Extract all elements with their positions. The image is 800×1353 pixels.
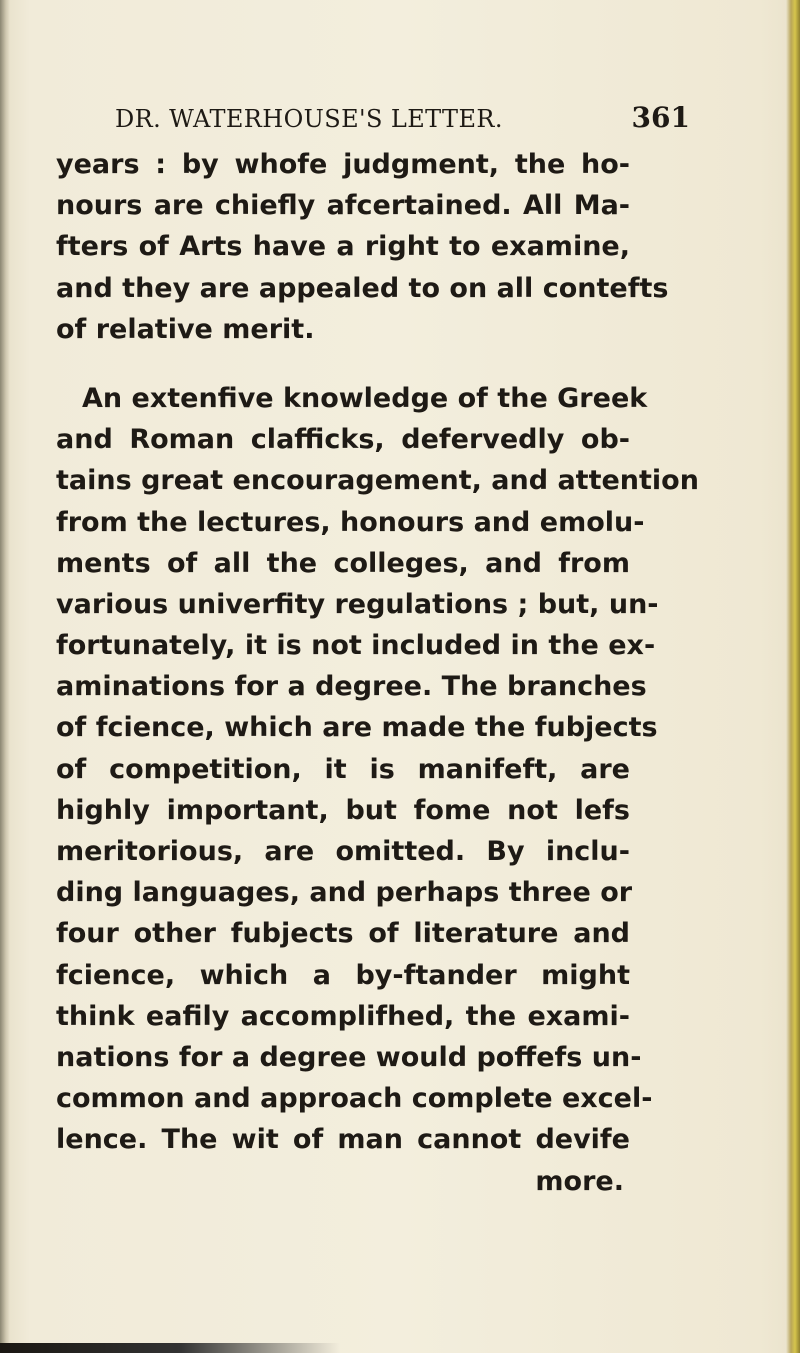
running-head: DR. WATERHOUSE'S LETTER. <box>115 105 503 133</box>
text-line: of competition, it is manifeft, are <box>56 753 630 785</box>
body-text <box>56 144 699 1202</box>
text-line: think eafily accomplifhed, the exami- <box>56 1000 630 1032</box>
text-line: fcience, which a by-ftander might <box>56 959 630 991</box>
text-line: common and approach complete excel- <box>56 1083 653 1115</box>
text-line: of fcience, which are made the fubjects <box>56 712 658 744</box>
text-line: fortunately, it is not included in the ex- <box>56 630 656 662</box>
page-right-edge <box>786 0 800 1353</box>
paragraph-2 <box>56 378 699 1161</box>
text-line: years : by whofe judgment, the ho- <box>56 149 630 180</box>
text-line: four other fubjects of literature and <box>56 918 630 950</box>
text-line: An extenfive knowledge of the Greek <box>82 382 648 414</box>
catchword: more. <box>535 1165 624 1197</box>
text-line: aminations for a degree. The branches <box>56 671 647 703</box>
page-left-edge <box>0 0 10 1353</box>
text-line: from the lectures, honours and emolu- <box>56 506 645 538</box>
text-line: tains great encouragement, and attention <box>56 465 699 497</box>
page-header <box>115 95 690 143</box>
text-line: highly important, but fome not lefs <box>56 794 630 826</box>
page-number: 361 <box>631 101 690 134</box>
text-line: various univerfity regulations ; but, un- <box>56 588 659 620</box>
text-line: ding languages, and perhaps three or <box>56 877 633 909</box>
text-line: ments of all the colleges, and from <box>56 547 630 579</box>
text-line: meritorious, are omitted. By inclu- <box>56 836 630 867</box>
text-line: lence. The wit of man cannot devife <box>56 1124 630 1156</box>
text-line: of relative merit. <box>56 313 315 345</box>
page-bottom-edge <box>0 1343 340 1353</box>
text-line: nours are chiefly afcertained. All Ma- <box>56 190 630 222</box>
text-line: nations for a degree would poffefs un- <box>56 1041 642 1073</box>
paragraph-gap <box>56 350 630 378</box>
text-line: fters of Arts have a right to examine, <box>56 231 630 263</box>
paragraph-1 <box>56 144 669 350</box>
text-line: and they are appealed to on all contefts <box>56 272 669 304</box>
text-line: and Roman clafficks, defervedly ob- <box>56 424 630 456</box>
